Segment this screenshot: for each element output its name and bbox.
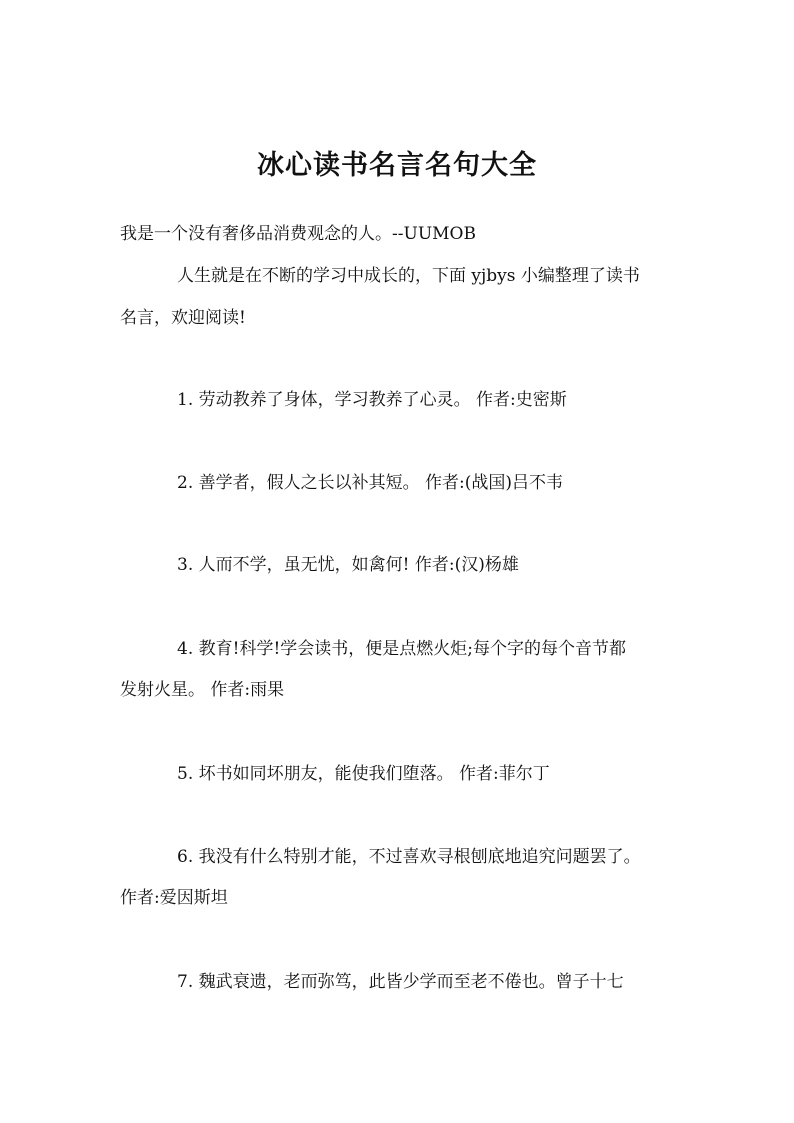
document-title: 冰心读书名言名句大全 [257,150,537,181]
quote-7-line-1: 7. 魏武衰遗，老而弥笃，此皆少学而至老不倦也。曾子十七 [177,972,624,992]
quote-4-line-2: 发射火星。 作者:雨果 [120,680,285,700]
quote-5: 5. 坏书如同坏朋友，能使我们堕落。 作者:菲尔丁 [177,764,550,784]
quote-6-line-2: 作者:爱因斯坦 [120,888,228,908]
quote-6-line-1: 6. 我没有什么特别才能，不过喜欢寻根刨底地追究问题罢了。 [177,847,641,867]
intro-line-1: 人生就是在不断的学习中成长的，下面 yjbys 小编整理了读书 [177,266,640,286]
quote-4-line-1: 4. 教育!科学!学会读书，便是点燃火炬;每个字的每个音节都 [177,639,627,659]
quote-1: 1. 劳动教养了身体，学习教养了心灵。 作者:史密斯 [177,390,567,410]
quote-2: 2. 善学者，假人之长以补其短。 作者:(战国)吕不韦 [177,473,564,493]
intro-line-2: 名言，欢迎阅读! [120,308,246,328]
tagline: 我是一个没有奢侈品消费观念的人。--UUMOB [120,224,476,244]
quote-3: 3. 人而不学，虽无忧，如禽何! 作者:(汉)杨雄 [177,555,519,575]
